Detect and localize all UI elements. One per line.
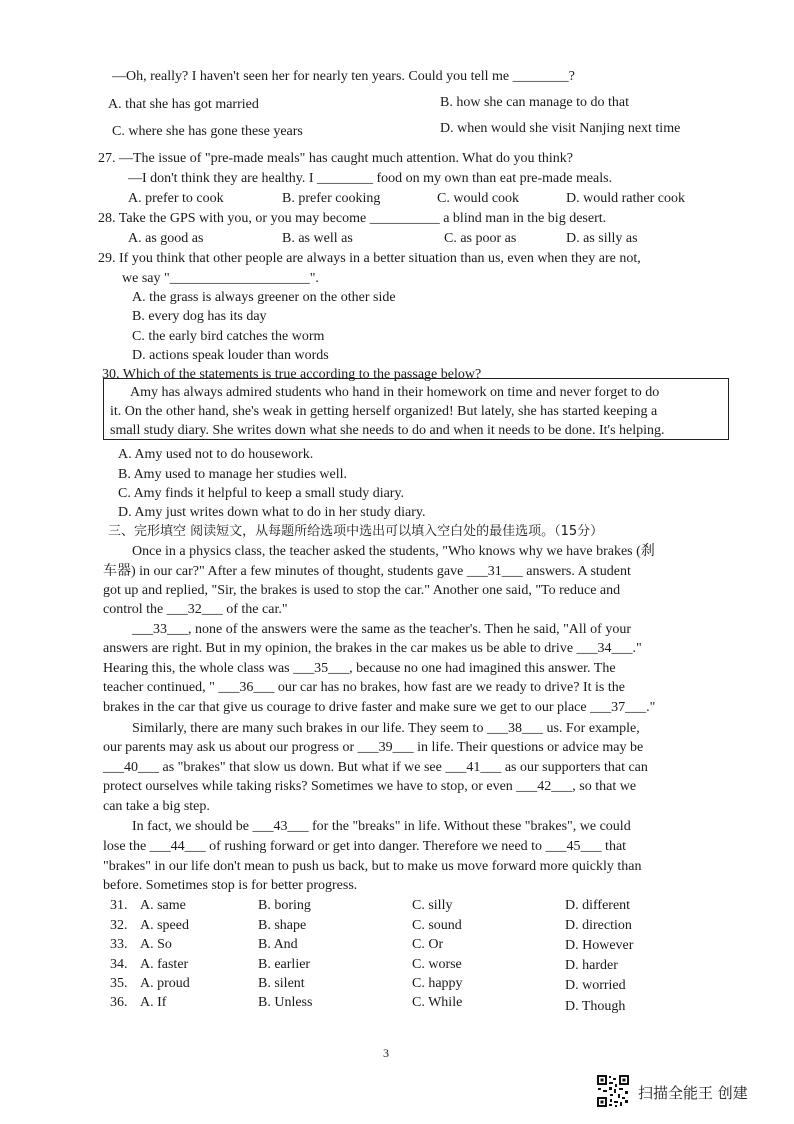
cloze-line: teacher continued, " ___36___ our car has no brakes, how fast are we ready to drive? It is the bbox=[103, 680, 625, 695]
option-d: D. However bbox=[565, 938, 634, 953]
option-d: D. harder bbox=[565, 958, 618, 973]
option-b: B. Amy used to manage her studies well. bbox=[118, 467, 348, 482]
question-number: 36. bbox=[110, 995, 128, 1010]
option-c: C. While bbox=[412, 995, 463, 1010]
option-a: A. the grass is always greener on the other side bbox=[132, 290, 396, 305]
option-c: C. worse bbox=[412, 957, 462, 972]
watermark-text: 扫描全能王 创建 bbox=[638, 1084, 748, 1102]
question-27-stem: 27. —The issue of "pre-made meals" has caught much attention. What do you think? bbox=[98, 151, 573, 166]
cloze-line: can take a big step. bbox=[103, 799, 210, 814]
question-number: 34. bbox=[110, 957, 128, 972]
cloze-line: control the ___32___ of the car." bbox=[103, 602, 288, 617]
question-29-blank: we say "____________________". bbox=[122, 271, 319, 286]
option-d: D. direction bbox=[565, 918, 632, 933]
option-c: C. sound bbox=[412, 918, 462, 933]
option-c: C. the early bird catches the worm bbox=[132, 329, 325, 344]
option-a: A. Amy used not to do housework. bbox=[118, 447, 314, 462]
question-30-stem: 30. Which of the statements is true according to the passage below? bbox=[102, 367, 482, 382]
option-a: A. speed bbox=[140, 918, 189, 933]
question-number: 33. bbox=[110, 937, 128, 952]
option-a: A. faster bbox=[140, 957, 189, 972]
option-a: A. If bbox=[140, 995, 167, 1010]
option-d: D. different bbox=[565, 898, 631, 913]
option-b: B. earlier bbox=[258, 957, 311, 972]
option-c: C. silly bbox=[412, 898, 453, 913]
passage-box bbox=[103, 378, 729, 440]
question-number: 32. bbox=[110, 918, 128, 933]
option-b: B. Unless bbox=[258, 995, 313, 1010]
question-27-reply: —I don't think they are healthy. I ________ food on my own than eat pre-made meals. bbox=[128, 171, 613, 186]
cloze-line: protect ourselves while taking risks? Sometimes we have to stop, or even ___42___, so that we bbox=[103, 779, 637, 794]
option-d: D. would rather cook bbox=[566, 191, 685, 206]
option-c: C. would cook bbox=[437, 191, 520, 206]
option-c: C. as poor as bbox=[444, 231, 517, 246]
option-c: C. happy bbox=[412, 976, 463, 991]
option-c: C. where she has gone these years bbox=[112, 124, 303, 139]
cloze-line: "brakes" in our life don't mean to push us back, but to make us move forward more quickly than bbox=[103, 859, 642, 874]
option-a: A. same bbox=[140, 898, 186, 913]
cloze-line: answers are right. But in my opinion, the brakes in the car makes us be able to drive ___34___." bbox=[103, 641, 642, 656]
cloze-line: before. Sometimes stop is for better progress. bbox=[103, 878, 358, 893]
option-a: A. as good as bbox=[128, 231, 204, 246]
option-b: B. boring bbox=[258, 898, 311, 913]
question-number: 35. bbox=[110, 976, 128, 991]
option-d: D. as silly as bbox=[566, 231, 638, 246]
cloze-line: In fact, we should be ___43___ for the "breaks" in life. Without these "brakes", we could bbox=[132, 819, 631, 834]
cloze-line: lose the ___44___ of rushing forward or get into danger. Therefore we need to ___45___ that bbox=[103, 839, 627, 854]
passage-line: it. On the other hand, she's weak in getting herself organized! But lately, she has started keeping a bbox=[110, 404, 658, 419]
passage-line: small study diary. She writes down what she needs to do and when it needs to be done. It's helping. bbox=[110, 423, 665, 438]
question-28-stem: 28. Take the GPS with you, or you may become __________ a blind man in the big desert. bbox=[98, 211, 607, 226]
option-b: B. And bbox=[258, 937, 298, 952]
option-b: B. shape bbox=[258, 918, 307, 933]
dialogue-line: —Oh, really? I haven't seen her for nearly ten years. Could you tell me ________? bbox=[112, 69, 575, 84]
option-d: D. actions speak louder than words bbox=[132, 348, 329, 363]
option-c: C. Amy finds it helpful to keep a small study diary. bbox=[118, 486, 405, 501]
option-a: A. proud bbox=[140, 976, 190, 991]
option-c: C. Or bbox=[412, 937, 444, 952]
option-d: D. Amy just writes down what to do in her study diary. bbox=[118, 505, 426, 520]
scanner-watermark bbox=[596, 1074, 776, 1110]
cloze-line: 车器) in our car?" After a few minutes of thought, students gave ___31___ answers. A student bbox=[103, 564, 631, 579]
option-d: D. when would she visit Nanjing next time bbox=[440, 121, 681, 136]
cloze-line: our parents may ask us about our progress or ___39___ in life. Their questions or advice may be bbox=[103, 740, 644, 755]
qr-code-icon bbox=[596, 1074, 630, 1108]
option-b: B. as well as bbox=[282, 231, 353, 246]
question-number: 31. bbox=[110, 898, 128, 913]
option-a: A. So bbox=[140, 937, 172, 952]
option-b: B. silent bbox=[258, 976, 305, 991]
passage-line: Amy has always admired students who hand in their homework on time and never forget to do bbox=[130, 385, 660, 400]
option-b: B. how she can manage to do that bbox=[440, 95, 629, 110]
option-d: D. worried bbox=[565, 978, 626, 993]
cloze-line: Similarly, there are many such brakes in our life. They seem to ___38___ us. For example, bbox=[132, 721, 640, 736]
section-heading: 三、完形填空 阅读短文，从每题所给选项中选出可以填入空白处的最佳选项。（15分） bbox=[108, 524, 604, 539]
option-b: B. every dog has its day bbox=[132, 309, 267, 324]
option-d: D. Though bbox=[565, 999, 626, 1014]
cloze-line: brakes in the car that give us courage to drive faster and make sure we get to our place ___37___." bbox=[103, 700, 656, 715]
page-number: 3 bbox=[383, 1046, 389, 1060]
cloze-line: ___33___, none of the answers were the same as the teacher's. Then he said, "All of your bbox=[132, 622, 631, 637]
cloze-line: got up and replied, "Sir, the brakes is used to stop the car." Another one said, "To reduce and bbox=[103, 583, 621, 598]
cloze-line: ___40___ as "brakes" that slow us down. But what if we see ___41___ as our supporters that can bbox=[103, 760, 648, 775]
option-a: A. prefer to cook bbox=[128, 191, 224, 206]
cloze-line: Hearing this, the whole class was ___35___, because no one had imagined this answer. The bbox=[103, 661, 616, 676]
cloze-line: Once in a physics class, the teacher asked the students, "Who knows why we have brakes (刹 bbox=[132, 544, 655, 559]
question-29-stem: 29. If you think that other people are always in a better situation than us, even when they are not, bbox=[98, 251, 641, 266]
option-b: B. prefer cooking bbox=[282, 191, 381, 206]
option-a: A. that she has got married bbox=[108, 97, 259, 112]
